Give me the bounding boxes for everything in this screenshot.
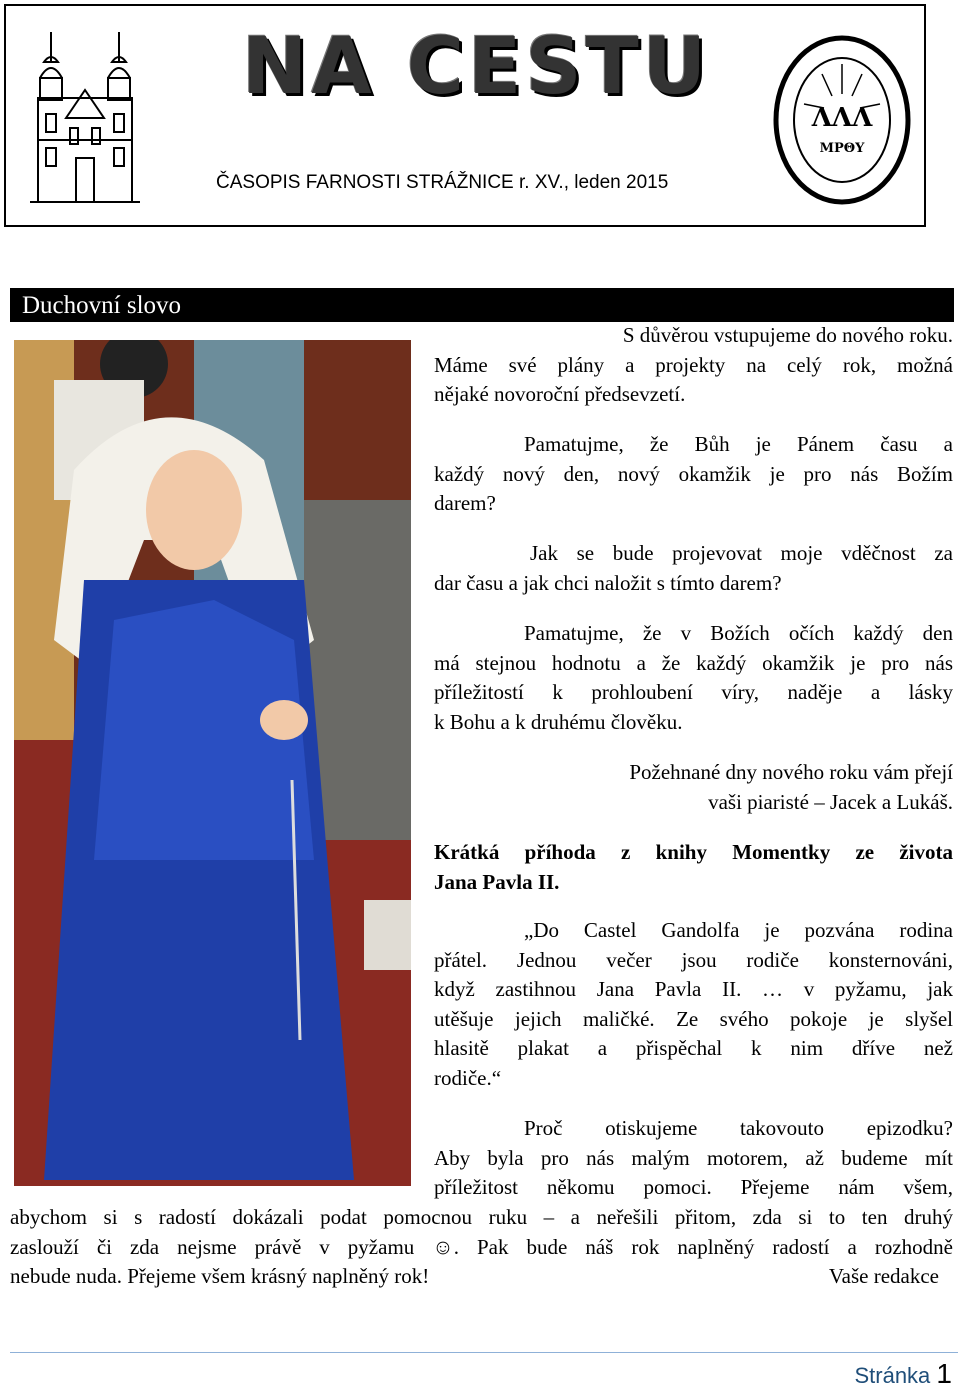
text-line: Jana Pavla II. xyxy=(434,869,560,894)
paragraph-every-day xyxy=(434,619,953,737)
text-line: Krátká příhoda z knihy Momentky ze života xyxy=(434,840,953,864)
signature-editors: Vaše redakce xyxy=(828,1264,939,1288)
signature-piarists xyxy=(434,758,953,817)
svg-text:ΜΡΘΥ: ΜΡΘΥ xyxy=(819,141,865,156)
text-line: hlasitě plakat a přispěchal k nim dříve než xyxy=(434,1036,953,1060)
paragraph-god-lord-of-time xyxy=(434,430,953,519)
paragraph-gratitude xyxy=(434,539,953,598)
text-line: darem? xyxy=(434,491,496,515)
text-line: Pamatujme, že v Božích očích každý den xyxy=(524,621,953,645)
footer-rule xyxy=(10,1352,958,1353)
text-line: příležitostí k prohloubení víry, naděje a lásky xyxy=(434,680,953,704)
text-line: každý nový den, nový okamžik je pro nás Božím xyxy=(434,461,953,486)
paragraph-intro xyxy=(434,321,953,410)
text-line: rodiče.“ xyxy=(434,1065,502,1090)
text-line: příležitost někomu pomoci. Přejeme nám všem, xyxy=(434,1175,953,1199)
photo-girl-in-nativity-costume xyxy=(14,340,411,1186)
text-line: vaši piaristé – Jacek a Lukáš. xyxy=(708,789,953,814)
magazine-subtitle: ČASOPIS FARNOSTI STRÁŽNICE r. XV., leden 2015 xyxy=(216,172,669,193)
church-logo xyxy=(30,28,140,206)
page-number xyxy=(854,1358,952,1390)
paragraph-why xyxy=(434,1114,953,1203)
piarist-seal-logo xyxy=(772,34,912,206)
text-line: Proč otiskujeme takovouto epizodku? xyxy=(524,1116,953,1140)
subheading-story xyxy=(434,838,953,897)
svg-text:ΛΛΛ: ΛΛΛ xyxy=(811,103,873,133)
text-line: nějaké novoroční předsevzetí. xyxy=(434,382,686,406)
page-number-value: 1 xyxy=(936,1358,952,1389)
closing-line xyxy=(10,1262,953,1292)
text-line: nebude nuda. Přejeme všem krásný naplněný rok! xyxy=(10,1264,430,1288)
text-line: když zastihnou Jana Pavla II. … v pyžamu, jak xyxy=(434,977,953,1001)
page-label: Stránka xyxy=(854,1363,931,1388)
paragraph-closing xyxy=(10,1203,953,1292)
text-line: utěšuje jejich maličké. Ze svého pokoje je slyšel xyxy=(434,1006,953,1031)
text-line: „Do Castel Gandolfa je pozvána rodina xyxy=(524,918,953,942)
text-line: Pamatujme, že Bůh je Pánem času a xyxy=(524,432,953,456)
text-line: zaslouží či zda nejsme právě v pyžamu ☺. Pak bude náš rok naplněný radostí a rozhodně xyxy=(10,1234,953,1259)
text-line: abychom si s radostí dokázali podat pomocnou ruku – a neřešili přitom, zda si to ten druhý xyxy=(10,1205,953,1229)
text-line: Jak se bude projevovat moje vděčnost za xyxy=(530,541,953,565)
magazine-title: NA CESTU xyxy=(242,22,711,112)
text-line: S důvěrou vstupujeme do nového roku. xyxy=(622,323,953,347)
quote-castel-gandolfo xyxy=(434,916,953,1093)
masthead xyxy=(4,4,926,227)
text-line: Aby byla pro nás malým motorem, až budeme mít xyxy=(434,1145,953,1170)
text-line: Požehnané dny nového roku vám přejí xyxy=(629,760,953,784)
section-heading: Duchovní slovo xyxy=(10,288,954,322)
text-line: přátel. Jednou večer jsou rodiče konsternováni, xyxy=(434,947,953,972)
text-line: má stejnou hodnotu a že každý okamžik je pro nás xyxy=(434,650,953,675)
text-line: dar času a jak chci naložit s tímto darem? xyxy=(434,570,782,595)
text-line: k Bohu a k druhému člověku. xyxy=(434,709,683,734)
text-line: Máme své plány a projekty na celý rok, možná xyxy=(434,352,953,377)
